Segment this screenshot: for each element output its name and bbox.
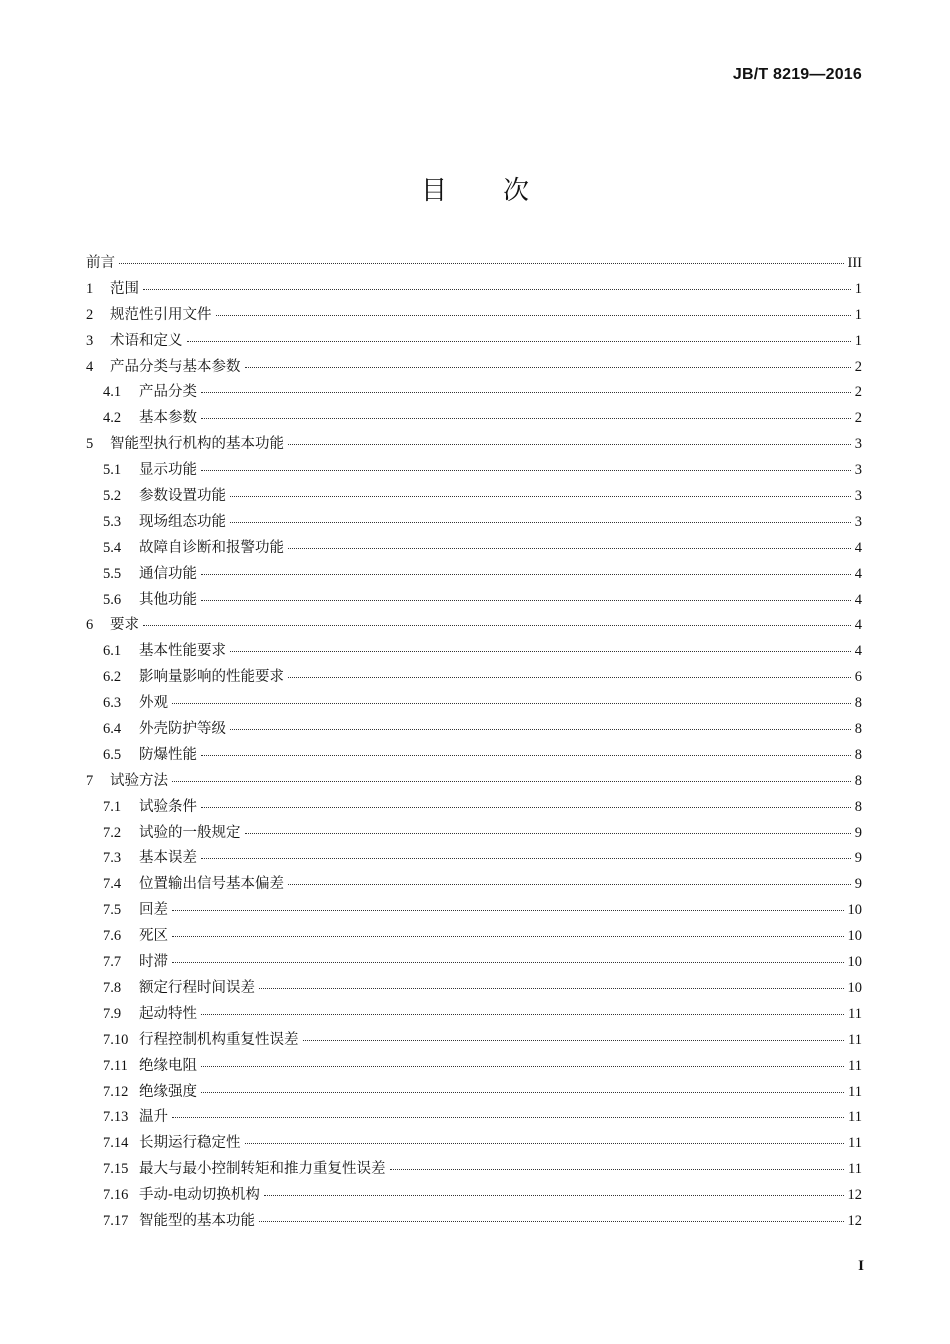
toc-leader-dots <box>230 522 851 523</box>
toc-leader-dots <box>172 1117 844 1118</box>
toc-entry-label: 基本性能要求 <box>139 643 226 660</box>
toc-entry-page: 9 <box>854 876 862 893</box>
toc-entry[interactable] <box>86 562 862 588</box>
toc-entry-label: 规范性引用文件 <box>110 306 212 323</box>
toc-leader-dots <box>201 858 851 859</box>
toc-entry-page: 3 <box>854 462 862 479</box>
toc-entry-number: 7.17 <box>103 1212 129 1229</box>
toc-entry-label: 试验的一般规定 <box>139 824 241 841</box>
toc-leader-dots <box>172 703 851 704</box>
toc-leader-dots <box>201 1092 844 1093</box>
toc-entry[interactable] <box>86 821 862 847</box>
toc-entry-page: 11 <box>848 1161 862 1178</box>
toc-entry-number: 7.1 <box>103 798 122 815</box>
toc-entry-label: 试验方法 <box>110 772 168 789</box>
toc-entry-number: 7.12 <box>103 1083 129 1100</box>
toc-entry-label: 行程控制机构重复性误差 <box>139 1031 299 1048</box>
toc-entry-label: 绝缘强度 <box>139 1083 197 1100</box>
toc-entry-page: 8 <box>854 746 862 763</box>
toc-leader-dots <box>288 548 851 549</box>
toc-entry-label: 额定行程时间误差 <box>139 979 255 996</box>
toc-entry-label: 智能型执行机构的基本功能 <box>110 436 284 453</box>
toc-leader-dots <box>230 729 851 730</box>
toc-entry-number: 1 <box>86 280 94 297</box>
toc-entry[interactable] <box>86 1054 862 1080</box>
toc-entry-number: 5.6 <box>103 591 122 608</box>
toc-leader-dots <box>216 315 851 316</box>
toc-entry[interactable] <box>86 355 862 381</box>
toc-entry-label: 长期运行稳定性 <box>139 1135 241 1152</box>
toc-entry-page: 11 <box>848 1057 862 1074</box>
toc-entry[interactable] <box>86 717 862 743</box>
toc-leader-dots <box>303 1040 845 1041</box>
toc-entry-number: 7 <box>86 772 94 789</box>
toc-entry-label: 回差 <box>139 902 168 919</box>
toc-entry[interactable] <box>86 484 862 510</box>
toc-entry-page: 11 <box>848 1031 862 1048</box>
toc-entry[interactable] <box>86 665 862 691</box>
toc-entry[interactable] <box>86 251 862 277</box>
toc-entry-page: 6 <box>854 669 862 686</box>
toc-entry-number: 3 <box>86 332 94 349</box>
toc-entry[interactable] <box>86 639 862 665</box>
toc-entry-page: 9 <box>854 850 862 867</box>
toc-entry[interactable] <box>86 277 862 303</box>
toc-leader-dots <box>143 289 851 290</box>
toc-entry-page: 10 <box>847 954 862 971</box>
toc-entry-page: 8 <box>854 695 862 712</box>
toc-entry[interactable] <box>86 769 862 795</box>
toc-entry[interactable] <box>86 743 862 769</box>
toc-entry-page: 4 <box>854 539 862 556</box>
toc-entry-page: 4 <box>854 591 862 608</box>
toc-entry-page: 11 <box>848 1109 862 1126</box>
toc-entry-page: 12 <box>847 1212 862 1229</box>
toc-entry-page: 1 <box>854 332 862 349</box>
toc-entry-number: 7.8 <box>103 979 122 996</box>
toc-entry-number: 4.2 <box>103 410 122 427</box>
toc-entry[interactable] <box>86 588 862 614</box>
toc-entry-label: 通信功能 <box>139 565 197 582</box>
toc-entry-page: 3 <box>854 488 862 505</box>
toc-entry-label: 外观 <box>139 695 168 712</box>
toc-entry-number: 5.3 <box>103 513 122 530</box>
toc-entry-label: 位置输出信号基本偏差 <box>139 876 284 893</box>
toc-leader-dots <box>201 600 851 601</box>
toc-entry-label: 外壳防护等级 <box>139 721 226 738</box>
toc-leader-dots <box>119 263 844 264</box>
toc-entry-page: 3 <box>854 513 862 530</box>
toc-entry-page: 8 <box>854 772 862 789</box>
toc-leader-dots <box>288 444 851 445</box>
toc-leader-dots <box>230 651 851 652</box>
toc-entry-page: 11 <box>848 1083 862 1100</box>
toc-entry[interactable] <box>86 406 862 432</box>
toc-entry-number: 7.16 <box>103 1187 129 1204</box>
toc-entry-number: 5.1 <box>103 462 122 479</box>
toc-leader-dots <box>187 341 851 342</box>
page-title <box>0 170 950 207</box>
toc-leader-dots <box>172 910 844 911</box>
toc-entry[interactable] <box>86 432 862 458</box>
toc-entry-page: 4 <box>854 643 862 660</box>
table-of-contents <box>86 251 862 1235</box>
toc-entry-page: III <box>847 255 862 271</box>
toc-entry-page: 8 <box>854 721 862 738</box>
toc-entry-number: 7.4 <box>103 876 122 893</box>
toc-entry[interactable] <box>86 1002 862 1028</box>
toc-entry[interactable] <box>86 846 862 872</box>
toc-entry[interactable] <box>86 380 862 406</box>
toc-leader-dots <box>259 1221 844 1222</box>
toc-entry-label: 前言 <box>86 255 115 271</box>
toc-entry-page: 2 <box>854 358 862 375</box>
toc-entry-label: 死区 <box>139 928 168 945</box>
toc-entry-page: 10 <box>847 928 862 945</box>
toc-entry[interactable] <box>86 613 862 639</box>
toc-leader-dots <box>201 574 851 575</box>
toc-leader-dots <box>245 367 851 368</box>
toc-entry-number: 5.5 <box>103 565 122 582</box>
toc-leader-dots <box>288 677 851 678</box>
toc-leader-dots <box>172 781 851 782</box>
toc-entry-label: 起动特性 <box>139 1005 197 1022</box>
toc-entry-label: 防爆性能 <box>139 746 197 763</box>
toc-entry-label: 参数设置功能 <box>139 488 226 505</box>
toc-entry-number: 7.6 <box>103 928 122 945</box>
document-code: JB/T 8219—2016 <box>732 66 862 83</box>
toc-entry-page: 10 <box>847 979 862 996</box>
toc-entry-number: 5.2 <box>103 488 122 505</box>
toc-entry[interactable] <box>86 1157 862 1183</box>
toc-entry-page: 11 <box>848 1005 862 1022</box>
toc-leader-dots <box>201 418 851 419</box>
toc-leader-dots <box>201 1066 844 1067</box>
toc-entry-label: 时滞 <box>139 954 168 971</box>
toc-entry-number: 7.14 <box>103 1135 129 1152</box>
toc-entry-label: 最大与最小控制转矩和推力重复性误差 <box>139 1161 386 1178</box>
toc-entry-page: 8 <box>854 798 862 815</box>
toc-entry-label: 试验条件 <box>139 798 197 815</box>
toc-entry-page: 3 <box>854 436 862 453</box>
toc-leader-dots <box>172 962 844 963</box>
toc-leader-dots <box>259 988 844 989</box>
toc-entry-number: 6.1 <box>103 643 122 660</box>
toc-leader-dots <box>201 807 851 808</box>
toc-entry-number: 7.11 <box>103 1057 128 1074</box>
toc-entry[interactable] <box>86 458 862 484</box>
toc-entry-number: 7.3 <box>103 850 122 867</box>
toc-entry-number: 6.5 <box>103 746 122 763</box>
toc-entry-number: 6 <box>86 617 94 634</box>
toc-entry[interactable] <box>86 1209 862 1235</box>
toc-entry-number: 4 <box>86 358 94 375</box>
toc-entry[interactable] <box>86 924 862 950</box>
toc-entry[interactable] <box>86 1131 862 1157</box>
toc-entry-number: 7.2 <box>103 824 122 841</box>
toc-entry-page: 1 <box>854 280 862 297</box>
toc-entry[interactable] <box>86 303 862 329</box>
toc-leader-dots <box>288 884 851 885</box>
toc-entry-number: 6.3 <box>103 695 122 712</box>
toc-entry-label: 故障自诊断和报警功能 <box>139 539 284 556</box>
toc-entry-page: 10 <box>847 902 862 919</box>
toc-entry[interactable] <box>86 898 862 924</box>
toc-entry[interactable] <box>86 950 862 976</box>
toc-entry[interactable] <box>86 510 862 536</box>
toc-entry-number: 7.10 <box>103 1031 129 1048</box>
toc-entry[interactable] <box>86 1183 862 1209</box>
toc-entry-number: 7.5 <box>103 902 122 919</box>
toc-entry[interactable] <box>86 872 862 898</box>
toc-entry-label: 基本参数 <box>139 410 197 427</box>
toc-entry[interactable] <box>86 795 862 821</box>
toc-entry-page: 2 <box>854 410 862 427</box>
title-char-2: 次 <box>503 176 530 206</box>
toc-leader-dots <box>201 1014 844 1015</box>
toc-leader-dots <box>143 625 851 626</box>
toc-entry-number: 6.2 <box>103 669 122 686</box>
toc-entry-number: 4.1 <box>103 384 122 401</box>
toc-entry[interactable] <box>86 329 862 355</box>
toc-entry-page: 1 <box>854 306 862 323</box>
toc-entry-page: 4 <box>854 617 862 634</box>
toc-entry[interactable] <box>86 691 862 717</box>
toc-entry-number: 5.4 <box>103 539 122 556</box>
toc-entry-label: 智能型的基本功能 <box>139 1212 255 1229</box>
toc-entry-number: 6.4 <box>103 721 122 738</box>
toc-leader-dots <box>390 1169 845 1170</box>
toc-entry-number: 5 <box>86 436 94 453</box>
toc-leader-dots <box>201 755 851 756</box>
toc-entry[interactable] <box>86 1105 862 1131</box>
toc-leader-dots <box>172 936 844 937</box>
toc-entry-label: 手动-电动切换机构 <box>139 1187 260 1204</box>
toc-entry-number: 7.7 <box>103 954 122 971</box>
toc-entry-label: 基本误差 <box>139 850 197 867</box>
toc-leader-dots <box>245 833 851 834</box>
toc-entry-label: 要求 <box>110 617 139 634</box>
toc-entry[interactable] <box>86 536 862 562</box>
toc-entry-label: 产品分类与基本参数 <box>110 358 241 375</box>
toc-entry-label: 温升 <box>139 1109 168 1126</box>
toc-entry-number: 7.9 <box>103 1005 122 1022</box>
toc-entry-label: 绝缘电阻 <box>139 1057 197 1074</box>
toc-entry-page: 12 <box>847 1187 862 1204</box>
toc-entry-label: 产品分类 <box>139 384 197 401</box>
toc-entry-page: 2 <box>854 384 862 401</box>
toc-entry[interactable] <box>86 976 862 1002</box>
toc-leader-dots <box>201 392 851 393</box>
toc-leader-dots <box>245 1143 845 1144</box>
toc-entry[interactable] <box>86 1028 862 1054</box>
page-number: I <box>858 1258 864 1274</box>
toc-entry-number: 7.15 <box>103 1161 129 1178</box>
toc-leader-dots <box>264 1195 844 1196</box>
toc-entry-number: 2 <box>86 306 94 323</box>
toc-entry[interactable] <box>86 1080 862 1106</box>
toc-entry-label: 其他功能 <box>139 591 197 608</box>
toc-entry-label: 影响量影响的性能要求 <box>139 669 284 686</box>
toc-entry-label: 显示功能 <box>139 462 197 479</box>
toc-entry-label: 现场组态功能 <box>139 513 226 530</box>
toc-leader-dots <box>230 496 851 497</box>
toc-entry-number: 7.13 <box>103 1109 129 1126</box>
title-char-1: 目 <box>420 176 447 206</box>
toc-entry-page: 11 <box>848 1135 862 1152</box>
toc-entry-label: 术语和定义 <box>110 332 183 349</box>
toc-entry-label: 范围 <box>110 280 139 297</box>
toc-entry-page: 9 <box>854 824 862 841</box>
toc-leader-dots <box>201 470 851 471</box>
toc-entry-page: 4 <box>854 565 862 582</box>
